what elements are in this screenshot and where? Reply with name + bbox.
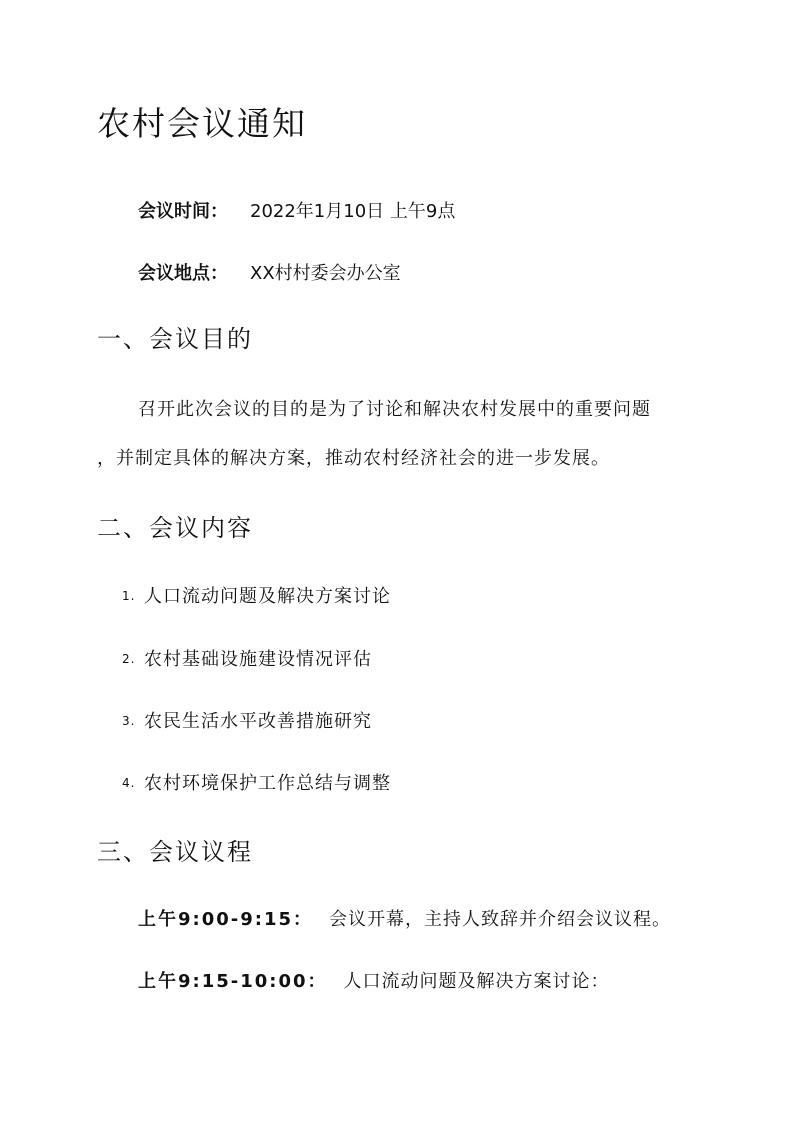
list-item bbox=[122, 582, 391, 608]
meeting-time-row bbox=[138, 197, 455, 223]
agenda-description: 会议开幕，主持人致辞并介绍会议议程。 bbox=[329, 909, 672, 930]
agenda-time-label: 上午9:00-9:15： bbox=[138, 909, 314, 930]
agenda-time-label: 上午9:15-10:00： bbox=[138, 971, 328, 992]
agenda-row bbox=[138, 967, 610, 993]
list-item-number: 2. bbox=[122, 652, 136, 666]
list-item-number: 1. bbox=[122, 589, 136, 603]
list-item-text: 人口流动问题及解决方案讨论 bbox=[144, 586, 391, 607]
agenda-description: 人口流动问题及解决方案讨论： bbox=[343, 971, 610, 992]
agenda-row bbox=[138, 905, 671, 931]
section-heading-content: 二、会议内容 bbox=[97, 514, 253, 542]
purpose-paragraph-line-1: 召开此次会议的目的是为了讨论和解决农村发展中的重要问题 bbox=[138, 399, 651, 420]
meeting-time-value: 2022年1月10日 上午9点 bbox=[250, 201, 456, 222]
document-title: 农村会议通知 bbox=[97, 104, 307, 143]
list-item bbox=[122, 769, 391, 795]
list-item bbox=[122, 707, 372, 733]
section-heading-purpose: 一、会议目的 bbox=[97, 325, 253, 353]
section-heading-agenda: 三、会议议程 bbox=[97, 838, 253, 866]
list-item bbox=[122, 645, 372, 671]
meeting-location-label: 会议地点： bbox=[138, 263, 228, 284]
list-item-number: 3. bbox=[122, 714, 136, 728]
list-item-text: 农村环境保护工作总结与调整 bbox=[144, 773, 391, 794]
meeting-location-value: XX村村委会办公室 bbox=[250, 263, 401, 284]
purpose-paragraph-line-2: ，并制定具体的解决方案，推动农村经济社会的进一步发展。 bbox=[97, 448, 610, 469]
meeting-time-label: 会议时间： bbox=[138, 201, 228, 222]
list-item-text: 农村基础设施建设情况评估 bbox=[144, 649, 372, 670]
list-item-text: 农民生活水平改善措施研究 bbox=[144, 711, 372, 732]
list-item-number: 4. bbox=[122, 776, 136, 790]
meeting-location-row bbox=[138, 259, 401, 285]
